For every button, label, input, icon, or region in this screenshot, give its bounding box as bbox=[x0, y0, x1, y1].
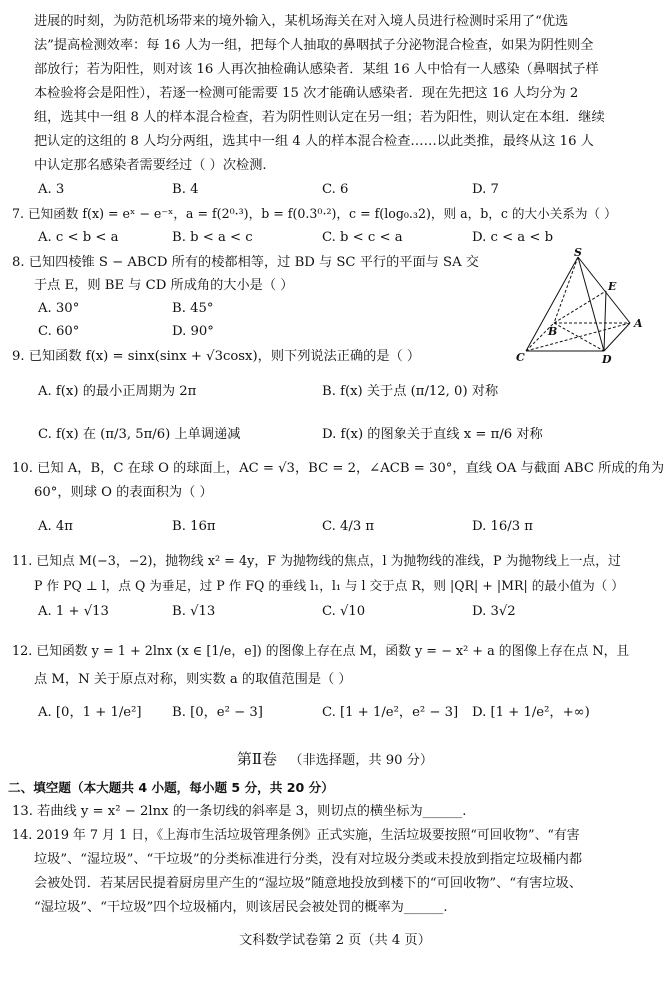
q7-option-c: C. b < c < a bbox=[322, 230, 403, 245]
q8-option-c: C. 60° bbox=[38, 324, 80, 339]
q8-option-b: B. 45° bbox=[172, 301, 214, 316]
q6-line-4: 本检验将会是阳性），若逐一检测可能需要 15 次才能确认感染者．现在先把这 16 人均分为 2 bbox=[34, 86, 579, 101]
q9-option-b: B. f(x) 关于点 (π/12, 0) 对称 bbox=[322, 384, 499, 399]
q10-option-b: B. 16π bbox=[172, 519, 216, 534]
part-two-subtitle: （非选择题，共 90 分） bbox=[289, 753, 434, 768]
q12-option-a: A. [0，1 + 1/e²] bbox=[38, 705, 142, 720]
figure-label-a: A bbox=[634, 317, 643, 330]
q6-line-2: 法”提高检测效率：每 16 人为一组，把每个人抽取的鼻咽拭子分泌物混合检查，如果为阴性则全 bbox=[34, 38, 594, 53]
q7-stem: 7. 已知函数 f(x) = eˣ − e⁻ˣ，a = f(2⁰·³)，b = f(0.3⁰·²)，c = f(log₀.₃2)，则 a，b，c 的大小关系为（ ） bbox=[12, 206, 617, 221]
q13-stem: 13. 若曲线 y = x² − 2lnx 的一条切线的斜率是 3，则切点的横坐标为______. bbox=[12, 804, 467, 819]
q14-line-2: 垃圾”、“湿垃圾”、“干垃圾”的分类标准进行分类，没有对垃圾分类或未投放到指定垃圾桶内都 bbox=[34, 852, 583, 867]
part-two-header bbox=[0, 749, 670, 771]
figure-label-d: D bbox=[602, 353, 612, 365]
q12-line-2: 点 M，N 关于原点对称，则实数 a 的取值范围是（ ） bbox=[34, 672, 352, 687]
q7-option-a: A. c < b < a bbox=[38, 230, 119, 245]
figure-label-b: B bbox=[548, 325, 558, 338]
q12-option-d: D. [1 + 1/e²，+∞) bbox=[472, 705, 590, 720]
q6-line-3: 部放行；若为阳性，则对该 16 人再次抽检确认感染者．某组 16 人中恰有一人感染（鼻咽拭子样 bbox=[34, 62, 599, 77]
q6-line-6: 把认定的这组的 8 人均分两组，选其中一组 4 人的样本混合检查……以此类推，最终从这 16 人 bbox=[34, 134, 594, 149]
q11-option-a: A. 1 + √13 bbox=[38, 604, 109, 619]
figure-label-c: C bbox=[516, 351, 525, 364]
q11-option-d: D. 3√2 bbox=[472, 604, 516, 619]
q8-option-a: A. 30° bbox=[38, 301, 80, 316]
q6-option-a: A. 3 bbox=[38, 182, 65, 197]
q12-line-1: 12. 已知函数 y = 1 + 2lnx (x ∈ [1/e，e]) 的图像上存在点 M，函数 y = − x² + a 的图像上存在点 N，且 bbox=[12, 644, 630, 659]
q10-line-2: 60°，则球 O 的表面积为（ ） bbox=[34, 485, 213, 500]
q8-line-1: 8. 已知四棱锥 S − ABCD 所有的棱都相等，过 BD 与 SC 平行的平面与 SA 交 bbox=[12, 255, 479, 270]
q10-line-1: 10. 已知 A，B，C 在球 O 的球面上，AC = √3，BC = 2，∠ACB = 30°，直线 OA 与截面 ABC 所成的角为 bbox=[12, 461, 665, 476]
pyramid-figure bbox=[512, 247, 662, 365]
q8-option-d: D. 90° bbox=[172, 324, 214, 339]
q7-option-b: B. b < a < c bbox=[172, 230, 253, 245]
figure-label-e: E bbox=[608, 280, 617, 293]
q12-option-c: C. [1 + 1/e²，e² − 3] bbox=[322, 705, 459, 720]
q10-option-a: A. 4π bbox=[38, 519, 73, 534]
q14-line-1: 14. 2019 年 7 月 1 日，《上海市生活垃圾管理条例》正式实施，生活垃圾要按照“可回收物”、“有害 bbox=[12, 828, 580, 843]
q14-line-4: “湿垃圾”、“干垃圾”四个垃圾桶内，则该居民会被处罚的概率为______. bbox=[34, 900, 448, 915]
q12-option-b: B. [0，e² − 3] bbox=[172, 705, 263, 720]
q6-line-5: 组，选其中一组 8 人的样本混合检查，若为阴性则认定在另一组；若为阳性，则认定在本组．继续 bbox=[34, 110, 605, 125]
q9-stem: 9. 已知函数 f(x) = sinx(sinx + √3cosx)，则下列说法正确的是（ ） bbox=[12, 349, 421, 364]
q8-line-2: 于点 E，则 BE 与 CD 所成角的大小是（ ） bbox=[34, 278, 294, 293]
q14-line-3: 会被处罚．若某居民提着厨房里产生的“湿垃圾”随意地投放到楼下的“可回收物”、“有害垃圾、 bbox=[34, 876, 583, 891]
q9-option-a: A. f(x) 的最小正周期为 2π bbox=[38, 384, 197, 399]
q9-option-d: D. f(x) 的图象关于直线 x = π/6 对称 bbox=[322, 427, 543, 442]
figure-label-s: S bbox=[574, 247, 582, 259]
q6-line-7: 中认定那名感染者需要经过（ ）次检测. bbox=[34, 158, 267, 173]
section-fill-in-heading: 二、填空题（本大题共 4 小题，每小题 5 分，共 20 分） bbox=[8, 780, 334, 795]
q7-option-d: D. c < a < b bbox=[472, 230, 554, 245]
q6-option-d: D. 7 bbox=[472, 182, 499, 197]
q11-option-b: B. √13 bbox=[172, 604, 216, 619]
q10-option-d: D. 16/3 π bbox=[472, 519, 533, 534]
part-two-title: 第Ⅱ卷 bbox=[236, 750, 278, 768]
q11-line-1: 11. 已知点 M(−3，−2)，抛物线 x² = 4y，F 为抛物线的焦点，l 为抛物线的准线，P 为抛物线上一点，过 bbox=[12, 554, 621, 569]
page-footer: 文科数学试卷第 2 页（共 4 页） bbox=[239, 933, 431, 948]
q10-option-c: C. 4/3 π bbox=[322, 519, 375, 534]
q6-line-1: 进展的时刻，为防范机场带来的境外输入，某机场海关在对入境人员进行检测时采用了“优选 bbox=[34, 14, 569, 29]
q9-option-c: C. f(x) 在 (π/3, 5π/6) 上单调递减 bbox=[38, 427, 241, 442]
q6-option-c: C. 6 bbox=[322, 182, 349, 197]
q11-line-2: P 作 PQ ⊥ l，点 Q 为垂足，过 P 作 FQ 的垂线 l₁，l₁ 与 l 交于点 R，则 |QR| + |MR| 的最小值为（ ） bbox=[34, 578, 624, 593]
q6-option-b: B. 4 bbox=[172, 182, 199, 197]
q11-option-c: C. √10 bbox=[322, 604, 366, 619]
